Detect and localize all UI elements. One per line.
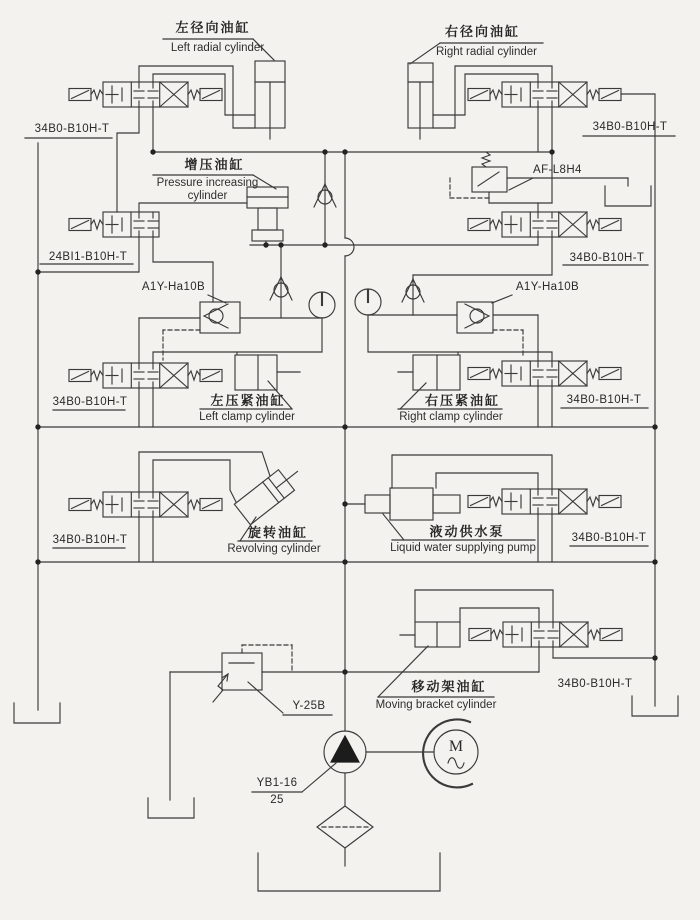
moving-bracket-circuit (400, 590, 622, 672)
pilot-check-valve-symbol (457, 302, 493, 333)
label-right-radial-cylinder-en: Right radial cylinder (436, 46, 537, 58)
pressure-gauge-icon (355, 289, 381, 315)
tank-icon (605, 186, 651, 206)
main-relief-circuit (213, 645, 292, 702)
part-branch-relief-valve: AF-L8H4 (533, 164, 582, 176)
main-tank-icon (258, 853, 440, 891)
junction-dots (35, 149, 657, 674)
label-pressure-increasing-en1: Pressure increasing (156, 177, 259, 189)
directional-valve-icon (69, 82, 222, 107)
directional-valve-icon (468, 361, 621, 386)
label-water-pump-en: Liquid water supplying pump (390, 542, 536, 554)
label-pressure-increasing-cn: 增压油缸 (184, 157, 245, 172)
relief-valve-AF-symbol (472, 167, 507, 192)
part-top-right-valve: 34B0-B10H-T (592, 121, 668, 133)
directional-valve-icon (468, 82, 621, 107)
directional-valve-icon (469, 622, 622, 647)
power-unit (14, 696, 678, 891)
revolving-cylinder-symbol (234, 461, 305, 525)
part-pump-size: 25 (270, 794, 284, 806)
label-moving-bracket-cn: 移动架油缸 (411, 679, 487, 694)
directional-valve-icon (468, 212, 621, 237)
pipe-crossover-hop (345, 238, 354, 256)
label-left-radial-cylinder-en: Left radial cylinder (170, 42, 265, 54)
tank-icon (148, 798, 194, 818)
label-pressure-increasing-en2: cylinder (187, 190, 228, 202)
part-pilot-check-right: A1Y-Ha10B (515, 281, 580, 293)
part-left-clamp-valve: 34B0-B10H-T (52, 396, 128, 408)
label-left-clamp-en: Left clamp cylinder (199, 411, 295, 423)
part-revolving-valve: 34B0-B10H-T (52, 534, 128, 546)
water-supply-pump-symbol (390, 488, 433, 520)
label-moving-bracket-en: Moving bracket cylinder (375, 699, 497, 711)
directional-valve-icon (468, 489, 621, 514)
relief-valve-Y25B-symbol (222, 653, 262, 690)
pressure-gauge-icon (309, 292, 335, 318)
part-pump-model: YB1-16 (256, 777, 298, 789)
part-top-left-valve: 34B0-B10H-T (34, 123, 110, 135)
directional-valve-icon (69, 363, 222, 388)
label-revolving-cn: 旋转油缸 (247, 525, 308, 540)
part-mid-right-valve: 34B0-B10H-T (569, 252, 645, 264)
part-right-clamp-valve: 34B0-B10H-T (566, 394, 642, 406)
label-right-radial-cylinder-cn: 右径向油缸 (444, 24, 520, 39)
part-main-relief-valve: Y-25B (292, 700, 326, 712)
label-right-clamp-en: Right clamp cylinder (399, 411, 503, 423)
part-water-pump-valve: 34B0-B10H-T (571, 532, 647, 544)
label-left-clamp-cn: 左压紧油缸 (210, 393, 286, 408)
motor-wave-icon (448, 758, 464, 769)
directional-valve-icon (69, 492, 222, 517)
part-pressure-valve: 24BI1-B10H-T (48, 251, 128, 263)
label-right-clamp-cn: 右压紧油缸 (424, 393, 500, 408)
pipe-network (38, 94, 655, 800)
part-pilot-check-left: A1Y-Ha10B (141, 281, 206, 293)
label-water-pump-cn: 液动供水泵 (429, 524, 505, 539)
pressure-valve-icon (69, 212, 159, 237)
part-moving-bracket-valve: 34B0-B10H-T (557, 678, 633, 690)
tank-icon (14, 703, 60, 723)
label-left-radial-cylinder-cn: 左径向油缸 (175, 20, 251, 35)
motor-letter: M (448, 738, 464, 755)
label-revolving-en: Revolving cylinder (227, 543, 321, 555)
rotation-arrow-icon (423, 719, 472, 787)
